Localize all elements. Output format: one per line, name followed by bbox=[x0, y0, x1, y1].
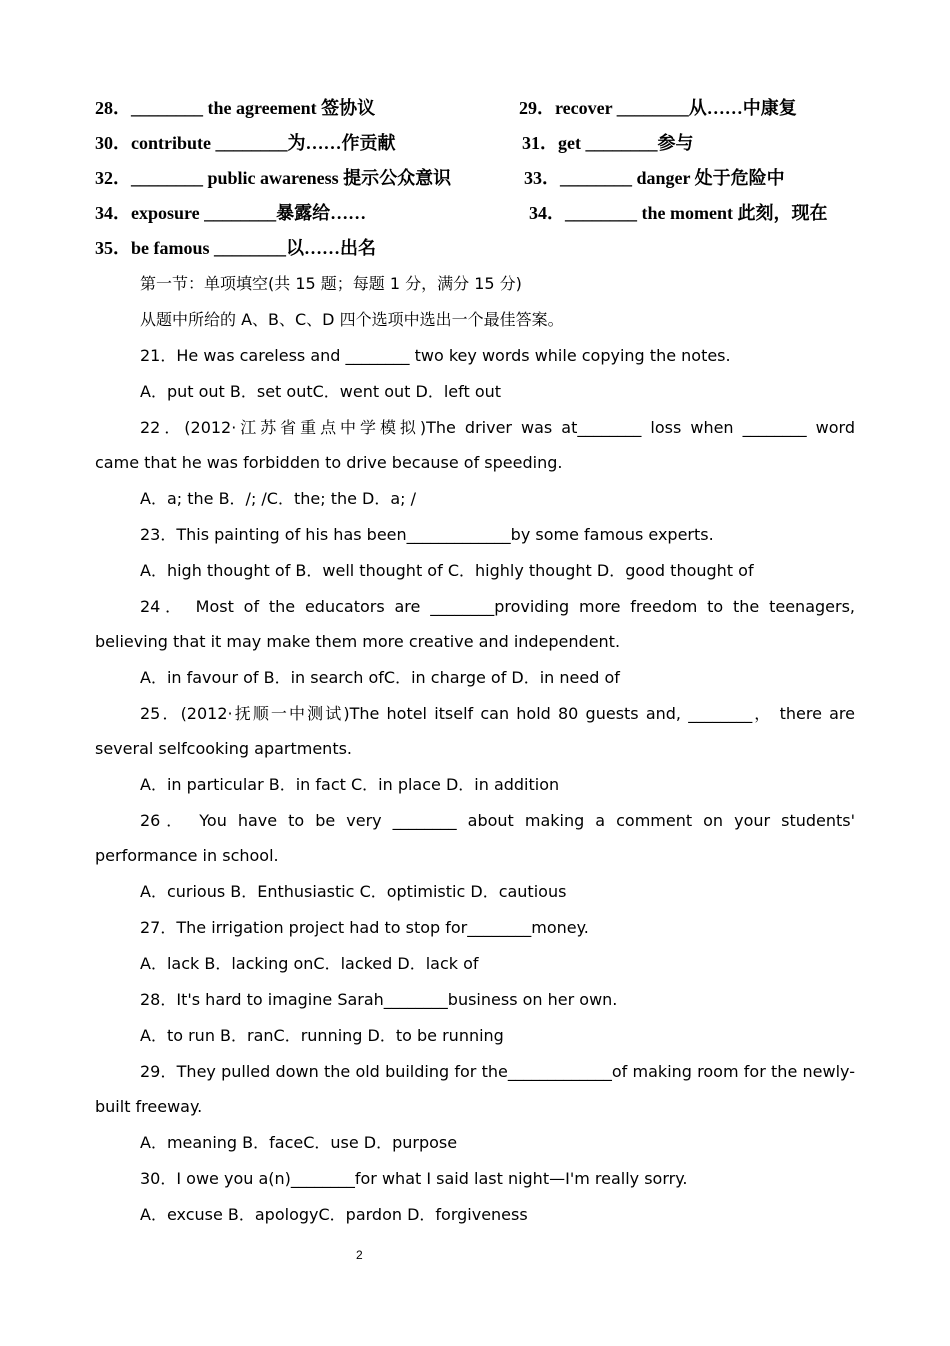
vocab-item: 28．________ the agreement 签协议 bbox=[95, 98, 376, 118]
question-options: A．meaning B．faceC．use D．purpose bbox=[140, 1133, 458, 1152]
vocab-row bbox=[95, 200, 855, 230]
question-text: 24． Most of the educators are ________providing more freedom to the teenagers, bbox=[140, 597, 855, 616]
question-options: A．curious B．Enthusiastic C．optimistic D．cautious bbox=[140, 882, 567, 901]
question-text: 30．I owe you a(n)________for what I said last night—I'm really sorry. bbox=[140, 1169, 688, 1188]
question-text: 28．It's hard to imagine Sarah________business on her own. bbox=[140, 990, 618, 1009]
vocab-item: 34．exposure ________暴露给…… bbox=[95, 203, 367, 223]
vocab-item: 32．________ public awareness 提示公众意识 bbox=[95, 168, 452, 188]
question-text-continued: several selfcooking apartments. bbox=[95, 739, 353, 758]
vocab-item: 31．get ________参与 bbox=[522, 133, 694, 153]
question-options: A．put out B．set outC．went out D．left out bbox=[140, 382, 502, 401]
question-options: A．to run B．ranC．running D．to be running bbox=[140, 1026, 504, 1045]
question-text-continued: believing that it may make them more creative and independent. bbox=[95, 632, 621, 651]
vocab-item: 35．be famous ________以……出名 bbox=[95, 238, 377, 258]
vocab-row bbox=[95, 165, 855, 195]
question-text: 25．(2012·抚顺一中测试)The hotel itself can hold 80 guests and, ________， there are bbox=[140, 704, 855, 723]
question-text: 27．The irrigation project had to stop for________money. bbox=[140, 918, 589, 937]
section-heading: 第一节：单项填空(共 15 题；每题 1 分，满分 15 分) bbox=[140, 274, 522, 293]
vocab-row bbox=[95, 130, 855, 160]
question-text-continued: came that he was forbidden to drive because of speeding. bbox=[95, 453, 563, 472]
question-options: A．high thought of B．well thought of C．highly thought D．good thought of bbox=[140, 561, 754, 580]
question-text: 21．He was careless and ________ two key words while copying the notes. bbox=[140, 346, 731, 365]
question-text: 26． You have to be very ________ about making a comment on your students' bbox=[140, 811, 855, 830]
vocab-row bbox=[95, 235, 855, 265]
vocab-item: 34．________ the moment 此刻，现在 bbox=[529, 203, 828, 223]
instructions: 从题中所给的 A、B、C、D 四个选项中选出一个最佳答案。 bbox=[140, 310, 564, 329]
vocab-item: 30．contribute ________为……作贡献 bbox=[95, 133, 396, 153]
question-options: A．a; the B．/; /C．the; the D．a; / bbox=[140, 489, 417, 508]
question-options: A．excuse B．apologyC．pardon D．forgiveness bbox=[140, 1205, 528, 1224]
vocab-row bbox=[95, 95, 855, 125]
vocab-item: 33．________ danger 处于危险中 bbox=[524, 168, 785, 188]
question-options: A．lack B．lacking onC．lacked D．lack of bbox=[140, 954, 479, 973]
question-text-continued: performance in school. bbox=[95, 846, 279, 865]
question-text-continued: built freeway. bbox=[95, 1097, 203, 1116]
question-options: A．in favour of B．in search ofC．in charge of D．in need of bbox=[140, 668, 620, 687]
question-text: 23．This painting of his has been_____________by some famous experts. bbox=[140, 525, 714, 544]
question-text: 29．They pulled down the old building for the_____________of making room for the newly- bbox=[140, 1062, 855, 1081]
page-number: 2 bbox=[356, 1248, 363, 1262]
question-options: A．in particular B．in fact C．in place D．in addition bbox=[140, 775, 560, 794]
question-text: 22．(2012·江苏省重点中学模拟)The driver was at________ loss when ________ word bbox=[140, 418, 855, 437]
vocab-item: 29．recover ________从……中康复 bbox=[519, 98, 797, 118]
